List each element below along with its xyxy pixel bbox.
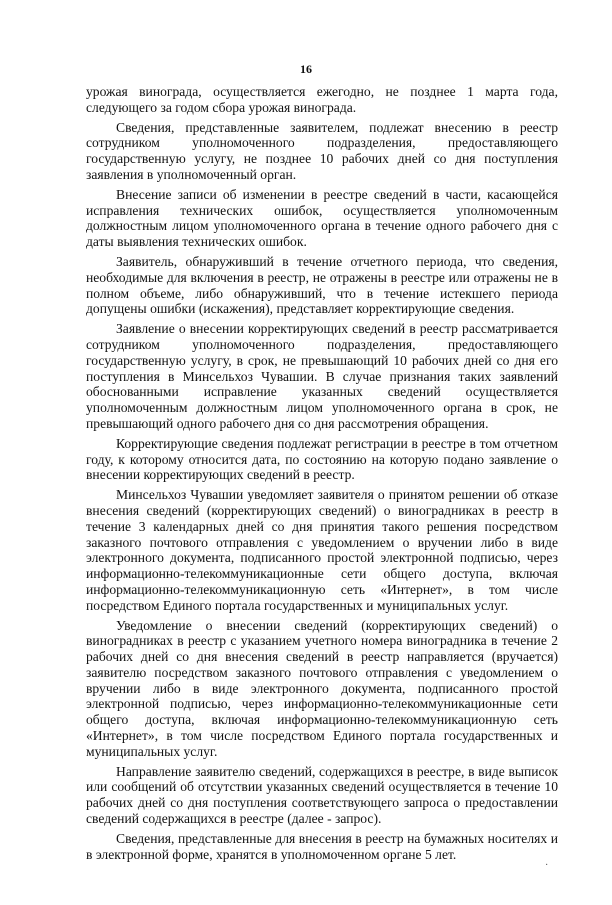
paragraph: Внесение записи об изменении в реестре сведений в части, касающейся исправления технических ошибок, осуществляется уполномоченным должностным лицом уполномоченного органа в течение одного рабочего дня с даты выявления технических ошибок. <box>86 186 558 250</box>
paragraph: Сведения, представленные для внесения в реестр на бумажных носителях и в электронной форме, хранятся в уполномоченном органе 5 лет. <box>86 830 558 862</box>
paragraph: Заявление о внесении корректирующих сведений в реестр рассматривается сотрудником уполномоченного подразделения, предоставляющего государственную услугу, в срок, не превышающий 10 рабочих дней со дня его поступления в Минсельхоз Чувашии. В случае признания таких заявлений обоснованными исправление указанных сведений осуществляется уполномоченным должностным лицом уполномоченного органа в срок, не превышающий одного рабочего дня со дня рассмотрения обращения. <box>86 321 558 431</box>
paragraph: Направление заявителю сведений, содержащихся в реестре, в виде выписок или сообщений об отсутствии указанных сведений осуществляется в течение 10 рабочих дней со дня поступления соответствующего запроса о предоставлении сведений содержащихся в реестре (далее - запрос). <box>86 763 558 827</box>
page-number: 16 <box>300 62 312 76</box>
paragraph: Сведения, представленные заявителем, подлежат внесению в реестр сотрудником уполномоченного подразделения, предоставляющего государственную услугу, не позднее 10 рабочих дней со дня поступления заявления в уполномоченный орган. <box>86 119 558 182</box>
paragraph-continuation: урожая винограда, осуществляется ежегодно, не позднее 1 марта года, следующего за годом сбора урожая винограда. <box>86 84 558 115</box>
paragraph: Заявитель, обнаруживший в течение отчетного периода, что сведения, необходимые для включения в реестр, не отражены в реестре или отражены не в полном объеме, либо обнаруживший, что в течение истекшего периода допущены ошибки (искажения), представляет корректирующие сведения. <box>86 253 558 317</box>
scan-artifact-dot: · <box>545 860 549 871</box>
paragraph: Корректирующие сведения подлежат регистрации в реестре в том отчетном году, к которому относится дата, по состоянию на которую подано заявление о внесении корректирующих сведений в реестр. <box>86 435 558 483</box>
paragraph: Минсельхоз Чувашии уведомляет заявителя о принятом решении об отказе внесения сведений (корректирующих сведений) о виноградниках в реестр в течение 3 календарных дней со дня принятия такого решения посредством заказного почтового отправления с уведомлением о вручении либо в виде электронного документа, подписанного простой электронной подписью, через информационно-телекоммуникационные сети общего доступа, включая информационно-телекоммуникационную сеть «Интернет», в том числе посредством Единого портала государственных и муниципальных услуг. <box>86 487 558 613</box>
paragraph: Уведомление о внесении сведений (корректирующих сведений) о виноградниках в реестр с указанием учетного номера виноградника в течение 2 рабочих дней со дня внесения сведений в реестр направляется (вручается) заявителю посредством заказного почтового отправления с уведомлением о вручении либо в виде электронного документа, подписанного простой электронной подписью, через информационно-телекоммуникационные сети общего доступа, включая информационно-телекоммуникационную сеть «Интернет», в том числе посредством Единого портала государственных и муниципальных услуг. <box>86 617 558 759</box>
document-body <box>86 84 558 866</box>
